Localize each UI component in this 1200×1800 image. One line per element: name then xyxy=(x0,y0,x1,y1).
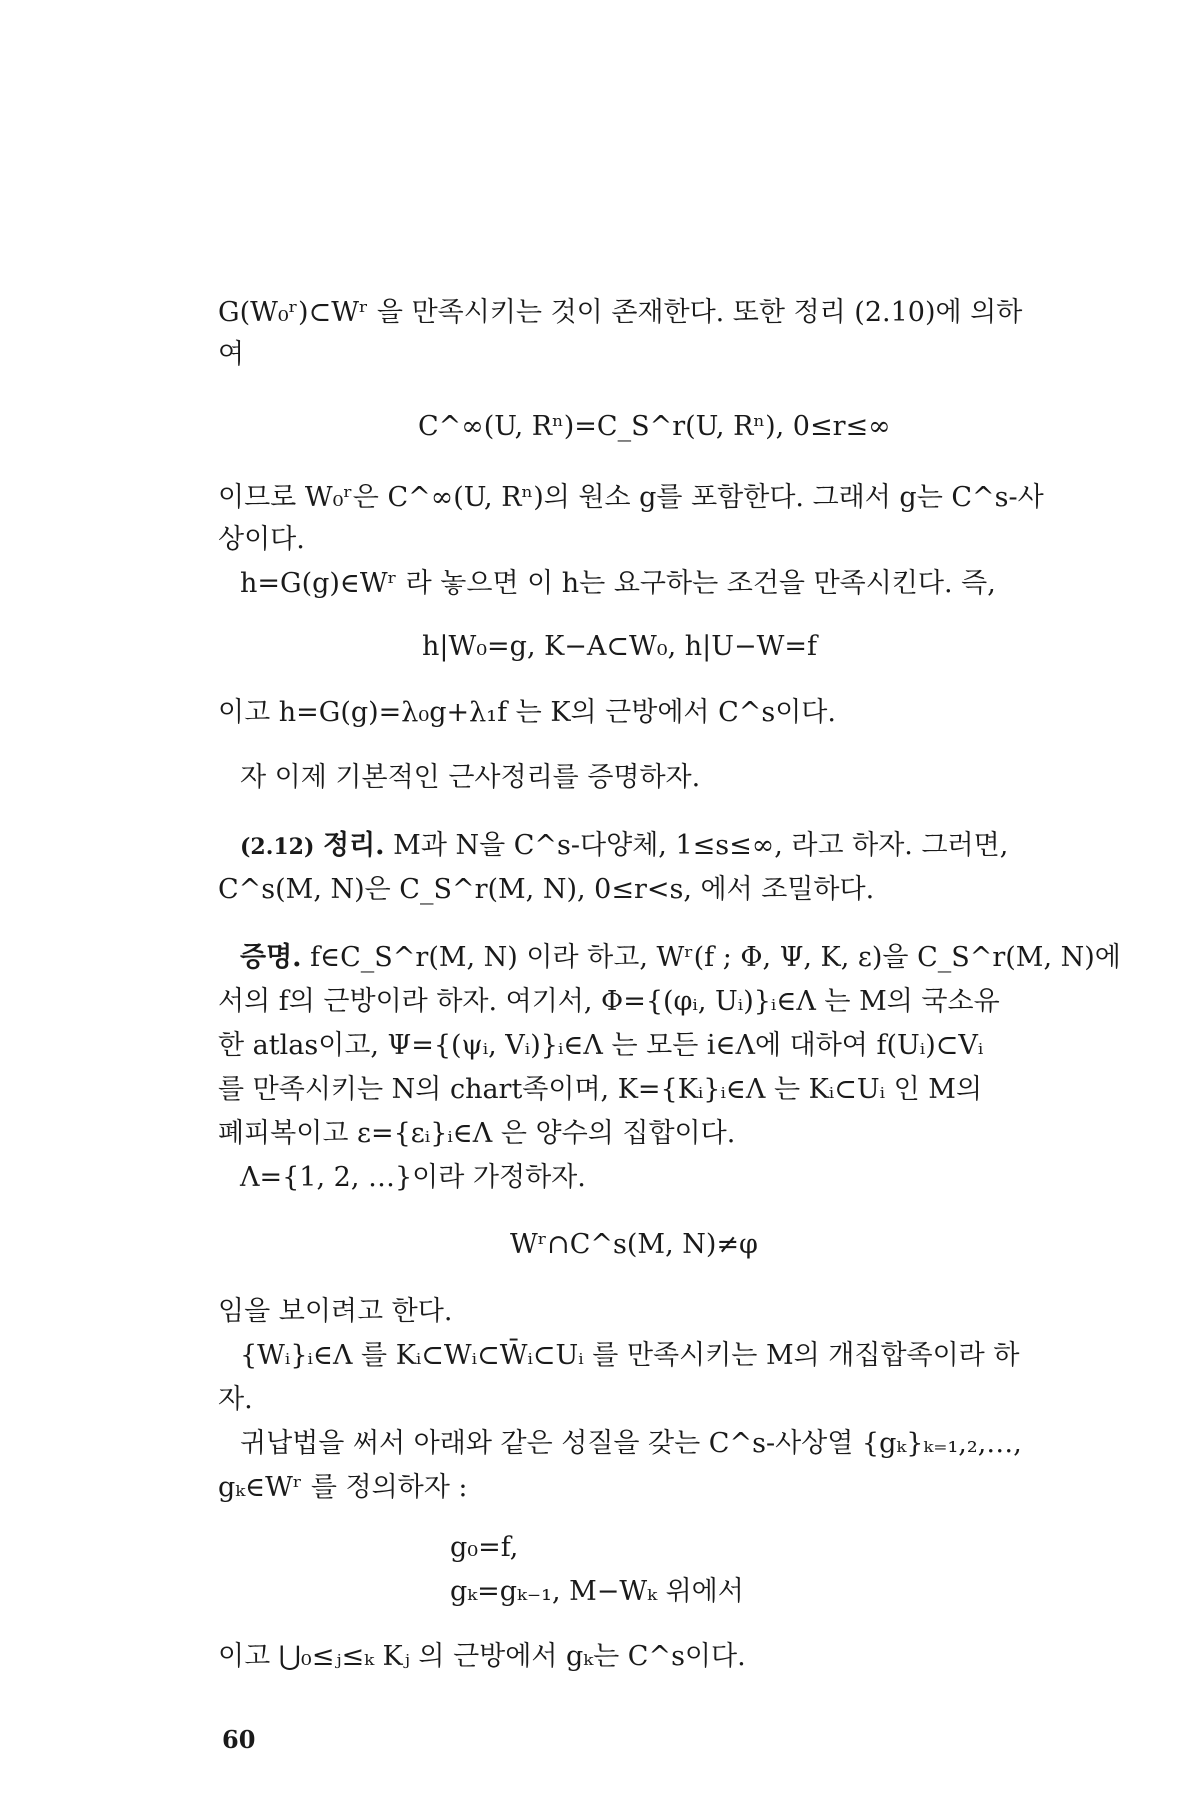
theorem-text: M과 N을 C^s-다양체, 1≤s≤∞, 라고 하자. 그러면, xyxy=(393,830,1009,861)
text-line: {Wᵢ}ᵢ∈Λ 를 Kᵢ⊂Wᵢ⊂W̄ᵢ⊂Uᵢ 를 만족시키는 M의 개집합족이라 하 xyxy=(240,1340,1020,1371)
display-equation: gₖ=gₖ₋₁, M−Wₖ 위에서 xyxy=(450,1576,744,1607)
text-line: h=G(g)∈Wʳ 라 놓으면 이 h는 요구하는 조건을 만족시킨다. 즉, xyxy=(240,568,996,599)
theorem-label: 정리. xyxy=(323,830,385,861)
text-line: 여 xyxy=(218,339,245,370)
text-line: 를 만족시키는 N의 chart족이며, K={Kᵢ}ᵢ∈Λ 는 Kᵢ⊂Uᵢ 인 M의 xyxy=(218,1074,983,1105)
text-line: C^s(M, N)은 C_S^r(M, N), 0≤r<s, 에서 조밀하다. xyxy=(218,874,875,905)
text-line: 귀납법을 써서 아래와 같은 성질을 갖는 C^s-사상열 {gₖ}ₖ₌₁,₂,…, xyxy=(240,1428,1022,1459)
text-line: 자. xyxy=(218,1384,253,1415)
proof-line xyxy=(240,941,1121,975)
display-equation: h|W₀=g, K−A⊂W₀, h|U−W=f xyxy=(422,631,818,662)
text-line: 이고 h=G(g)=λ₀g+λ₁f 는 K의 근방에서 C^s이다. xyxy=(218,697,836,728)
proof-text: f∈C_S^r(M, N) 이라 하고, Wʳ(f ; Φ, Ψ, K, ε)을 C_S^r(M, N)에 xyxy=(310,942,1121,973)
text-line: 이므로 W₀ʳ은 C^∞(U, Rⁿ)의 원소 g를 포함한다. 그래서 g는 C^s-사 xyxy=(218,482,1044,513)
text-line: 한 atlas이고, Ψ={(ψᵢ, Vᵢ)}ᵢ∈Λ 는 모든 i∈Λ에 대하여 f(Uᵢ)⊂Vᵢ xyxy=(218,1030,984,1061)
text-line: gₖ∈Wʳ 를 정의하자 : xyxy=(218,1472,468,1503)
text-line: Λ={1, 2, …}이라 가정하자. xyxy=(240,1162,586,1193)
text-line: 상이다. xyxy=(218,524,305,555)
text-line: 서의 f의 근방이라 하자. 여기서, Φ={(φᵢ, Uᵢ)}ᵢ∈Λ 는 M의 국소유 xyxy=(218,986,1000,1017)
text-line: 이고 ⋃₀≤ⱼ≤ₖ Kⱼ 의 근방에서 gₖ는 C^s이다. xyxy=(218,1641,746,1672)
page-number: 60 xyxy=(222,1725,256,1754)
text-line: 폐피복이고 ε={εᵢ}ᵢ∈Λ 은 양수의 집합이다. xyxy=(218,1118,736,1149)
theorem-number: (2.12) xyxy=(240,834,315,860)
proof-label: 증명. xyxy=(240,942,302,973)
display-equation: g₀=f, xyxy=(450,1532,519,1563)
theorem-line xyxy=(240,829,1080,864)
text-line: 자 이제 기본적인 근사정리를 증명하자. xyxy=(240,762,701,793)
text-line: 임을 보이려고 한다. xyxy=(218,1296,453,1327)
display-equation: C^∞(U, Rⁿ)=C_S^r(U, Rⁿ), 0≤r≤∞ xyxy=(418,411,891,442)
display-equation: Wʳ∩C^s(M, N)≠φ xyxy=(510,1229,758,1260)
text-line: G(W₀ʳ)⊂Wʳ 을 만족시키는 것이 존재한다. 또한 정리 (2.10)에 의하 xyxy=(218,297,1023,328)
